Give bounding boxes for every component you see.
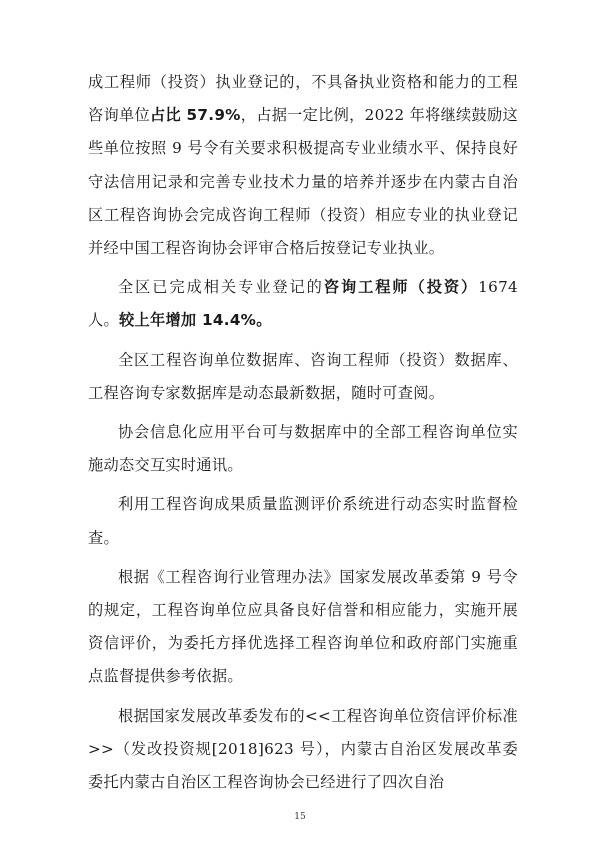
paragraph-1-text-b: ，占据一定比例，2022 年将继续鼓励这些单位按照 9 号令有关要求积极提高专业业绩水平、保持良好守法信用记录和完善专业技术力量的培养并逐步在内蒙古自治区工程咨询协会完成咨询工程师（投资）相应专业的执业登记并经中国工程咨询协会评审合格后按登记专业执业。 xyxy=(88,106,519,258)
paragraph-6 xyxy=(88,561,518,694)
paragraph-2-highlight-engineer: 咨询工程师（投资） xyxy=(323,278,479,297)
document-body xyxy=(88,66,518,805)
page-number: 15 xyxy=(294,812,306,822)
paragraph-1-text-a: 成工程师（投资）执业登记的，不具备执业资格和能力的工程咨询单位 xyxy=(88,73,518,125)
paragraph-5-text: 利用工程咨询成果质量监测评价系统进行动态实时监督检查。 xyxy=(88,495,518,547)
paragraph-2-text-a: 全区已完成相关专业登记的 xyxy=(118,278,324,297)
paragraph-7-text: 根据国家发展改革委发布的<<工程咨询单位资信评价标准>>（发改投资规[2018]623 号），内蒙古自治区发展改革委委托内蒙古自治区工程咨询协会已经进行了四次自治 xyxy=(88,706,518,792)
paragraph-4-text: 协会信息化应用平台可与数据库中的全部工程咨询单位实施动态交互实时通讯。 xyxy=(88,423,518,475)
paragraph-2 xyxy=(88,271,518,337)
paragraph-7 xyxy=(88,700,518,800)
paragraph-2-highlight-growth: 较上年增加 14.4%。 xyxy=(118,311,272,330)
paragraph-5 xyxy=(88,488,518,554)
paragraph-6-text: 根据《工程咨询行业管理办法》国家发展改革委第 9 号令的规定，工程咨询单位应具备良好信誉和相应能力，实施开展资信评价，为委托方择优选择工程咨询单位和政府部门实施重点监督提供参考依据。 xyxy=(88,567,518,686)
paragraph-3-text: 全区工程咨询单位数据库、咨询工程师（投资）数据库、工程咨询专家数据库是动态最新数据，随时可查阅。 xyxy=(88,350,518,402)
paragraph-2-count: 1674 人。 xyxy=(88,278,518,330)
paragraph-4 xyxy=(88,416,518,482)
paragraph-3 xyxy=(88,344,518,410)
paragraph-1 xyxy=(88,66,518,265)
paragraph-1-highlight-percentage: 占比 57.9% xyxy=(149,106,241,125)
